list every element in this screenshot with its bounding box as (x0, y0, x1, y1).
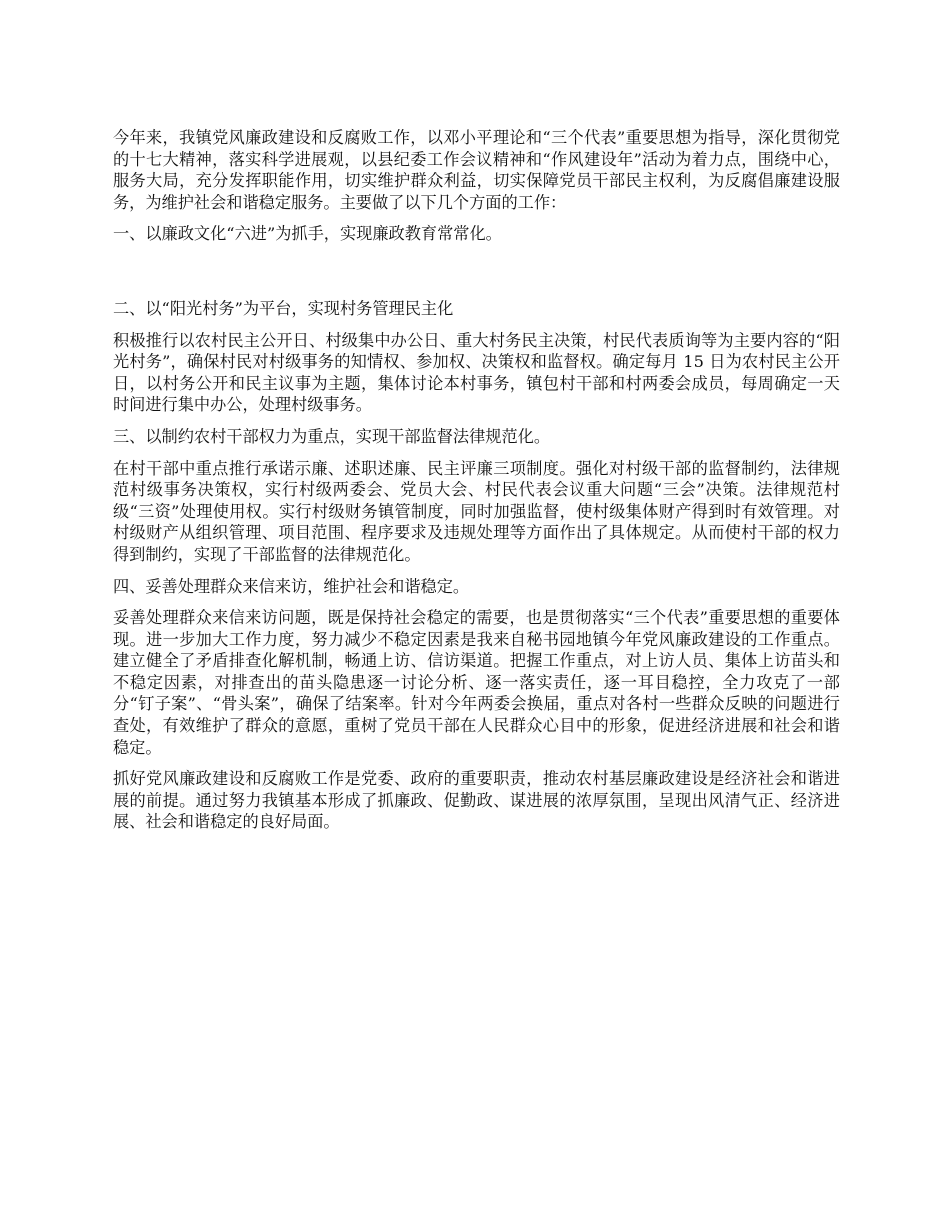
intro-paragraph: 今年来，我镇党风廉政建设和反腐败工作，以邓小平理论和“三个代表”重要思想为指导，深化贯彻党的十七大精神，落实科学进展观，以县纪委工作会议精神和“作风建设年”活动为着力点，围绕中心，服务大局，充分发挥职能作用，切实维护群众利益，切实保障党员干部民主权利，为反腐倡廉建设服务，为维护社会和谐稳定服务。主要做了以下几个方面的工作： (113, 128, 840, 212)
section-heading-3: 三、以制约农村干部权力为重点，实现干部监督法律规范化。 (113, 426, 551, 446)
section-body-2: 积极推行以农村民主公开日、村级集中办公日、重大村务民主决策，村民代表质询等为主要内容的“阳光村务”，确保村民对村级事务的知情权、参加权、决策权和监督权。确定每月 15 日为农村民主公开日，以村务公开和民主议事为主题，集体讨论本村事务，镇包村干部和村两委会成员，每周确定一天时间进行集中办公，处理村级事务。 (113, 330, 840, 415)
section-heading-4: 四、妥善处理群众来信来访，维护社会和谐稳定。 (113, 576, 470, 596)
conclusion-paragraph: 抓好党风廉政建设和反腐败工作是党委、政府的重要职责，推动农村基层廉政建设是经济社会和谐进展的前提。通过努力我镇基本形成了抓廉政、促勤政、谋进展的浓厚氛围，呈现出风清气正、经济进展、社会和谐稳定的良好局面。 (113, 769, 840, 832)
section-heading-2: 二、以“阳光村务”为平台，实现村务管理民主化 (113, 298, 454, 318)
blank-space (113, 255, 840, 298)
document-body (113, 127, 840, 843)
section-body-4: 妥善处理群众来信来访问题，既是保持社会稳定的需要，也是贯彻落实“三个代表”重要思想的重要体现。进一步加大工作力度，努力减少不稳定因素是我来自秘书园地镇今年党风廉政建设的工作重点。建立健全了矛盾排查化解机制，畅通上访、信访渠道。把握工作重点，对上访人员、集体上访苗头和不稳定因素，对排查出的苗头隐患逐一讨论分析、逐一落实责任，逐一耳目稳控，全力攻克了一部分“钉子案”、“骨头案”，确保了结案率。针对今年两委会换届，重点对各村一些群众反映的问题进行查处，有效维护了群众的意愿，重树了党员干部在人民群众心目中的形象，促进经济进展和社会和谐稳定。 (113, 608, 840, 757)
section-body-3: 在村干部中重点推行承诺示廉、述职述廉、民主评廉三项制度。强化对村级干部的监督制约，法律规范村级事务决策权，实行村级两委会、党员大会、村民代表会议重大问题“三会”决策。法律规范村级“三资”处理使用权。实行村级财务镇管制度，同时加强监督，使村级集体财产得到时有效管理。对村级财产从组织管理、项目范围、程序要求及违规处理等方面作出了具体规定。从而使村干部的权力得到制约，实现了干部监督的法律规范化。 (113, 458, 840, 564)
section-heading-1: 一、以廉政文化“六进”为抓手，实现廉政教育常常化。 (113, 224, 502, 244)
